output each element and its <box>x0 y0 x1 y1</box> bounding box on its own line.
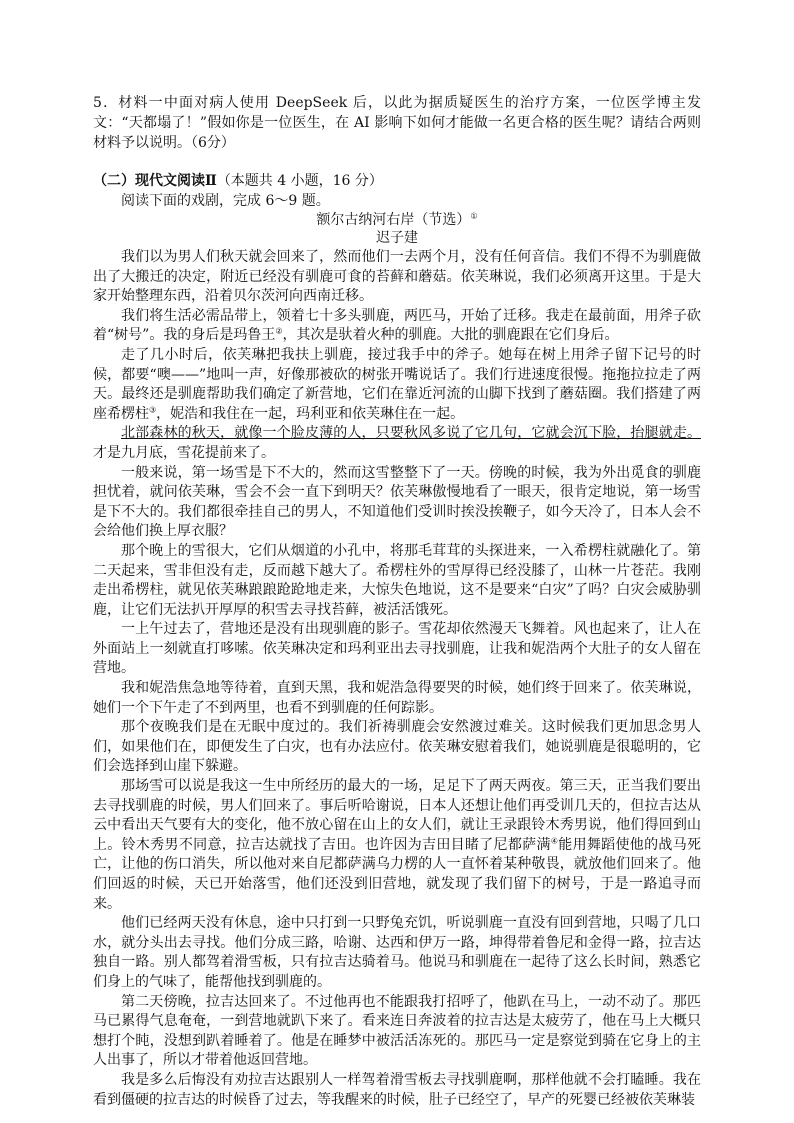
footnote-mark: ④ <box>550 836 559 846</box>
footnote-mark: ② <box>275 326 283 336</box>
paragraph: 一般来说，第一场雪是下不大的，然而这雪整整下了一天。傍晚的时候，我为外出觅食的驯鹿担忧着，就问依芙琳，雪会不会一直下到明天？依芙琳傲慢地看了一眼天，很肯定地说，第一场雪是下不大的。我们都很牵挂自己的男人，不知道他们受训时挨没挨鞭子，如今天冷了，日本人会不会给他们换上厚衣服？ <box>93 464 701 540</box>
paragraph-text: 能用舞蹈使他的战马死亡，让他的伤口消失，所以他对来自尼都萨满乌力楞的人一直怀着某种敬畏，就放他们回来了。他们回返的时候，天已开始落雪，他们还没到旧营地，就发现了我们留下的树号，于是一路追寻而来。 <box>93 836 702 912</box>
section-title: （二）现代文阅读Ⅱ <box>93 173 217 189</box>
article-author: 迟子建 <box>376 230 418 246</box>
paragraph <box>93 777 701 914</box>
footnote-mark: ① <box>470 211 478 221</box>
paragraph-text: ，妮浩和我住在一起，玛利亚和依芙琳住在一起。 <box>156 405 465 422</box>
paragraph: 一上午过去了，营地还是没有出现驯鹿的影子。雪花却依然漫天飞舞着。风也起来了，让人在外面站上一刻就直打哆嗦。依芙琳决定和玛利亚出去寻找驯鹿，让我和妮浩两个大肚子的女人留在营地。 <box>93 621 701 677</box>
paragraph: 我和妮浩焦急地等待着，直到天黑，我和妮浩急得要哭的时候，她们终于回来了。依芙琳说，她们一个下午走了不到两里，也看不到驯鹿的任何踪影。 <box>93 680 701 716</box>
underlined-sentence: 北部森林的秋天，就像一个脸皮薄的人，只要秋风多说了它几句，它就会沉下脸，抬腿就走。 <box>121 425 701 442</box>
paragraph <box>93 346 701 424</box>
document-content <box>93 93 701 1110</box>
paragraph: 我们以为男人们秋天就会回来了，然而他们一去两个月，没有任何音信。我们不得不为驯鹿做出了大搬迁的决定，附近已经没有驯鹿可食的苔藓和蘑菇。依芙琳说，我们必须离开这里。于是大家开始整理东西，沿着贝尔茨河向西南迁移。 <box>93 249 701 305</box>
paragraph-text: ，其次是驮着火种的驯鹿。大批的驯鹿跟在它们身后。 <box>282 327 619 344</box>
paragraph <box>93 424 701 463</box>
paragraph-text: 走了几小时后，依芙琳把我扶上驯鹿，接过我手中的斧子。她每在树上用斧子留下记号的时候，都要“噢——”地叫一声，好像那被砍的树张开嘴说话了。我们行进速度很慢。拖拖拉拉走了两天。最终还是驯鹿帮助我们确定了新营地，它们在靠近河流的山脚下找到了蘑菇圈。我们搭建了两座希楞柱 <box>93 346 701 422</box>
paragraph: 我是多么后悔没有劝拉吉达跟别人一样驾着滑雪板去寻找驯鹿啊，那样他就不会打瞌睡。我在看到僵硬的拉吉达的时候昏了过去，等我醒来的时候，肚子已经空了，早产的死婴已经被依芙琳装 <box>93 1071 701 1108</box>
paragraph: 那个晚上的雪很大，它们从烟道的小孔中，将那毛茸茸的头探进来，一入希楞柱就融化了。第二天起来，雪非但没有走，反而越下越大了。希楞柱外的雪厚得已经没膝了，山林一片苍茫。我刚走出希楞柱，就见依芙琳踉踉跄跄地走来，大惊失色地说，这不是要来“白灾”了吗？白灾会威胁驯鹿，让它们无法扒开厚厚的积雪去寻找苔藓，被活活饿死。 <box>93 542 701 618</box>
section-heading <box>93 171 701 191</box>
article-title-text: 额尔古纳河右岸（节选） <box>316 212 471 228</box>
footnote-mark: ③ <box>149 405 157 415</box>
paragraph-text: 我们将生活必需品带上，领着七十多头驯鹿，两匹马，开始了迁移。我走在最前面，用斧子砍着“树号”。我的身后是玛鲁王 <box>93 307 701 344</box>
paragraph <box>93 307 701 346</box>
paragraph-text: 才是九月底，雪花提前来了。 <box>93 444 275 461</box>
section-note: （本题共 4 小题，16 分） <box>216 173 383 189</box>
paragraph-text: 那场雪可以说是我这一生中所经历的最大的一场，足足下了两天两夜。第三天，正当我们要出去寻找驯鹿的时候，男人们回来了。事后听哈谢说，日本人还想让他们再受训几天的，但拉吉达从云中看出天气要有大的变化，他不放心留在山上的女人们，就让王录跟铃木秀男说，他们得回到山上。铃木秀男不同意，拉吉达就找了吉田。也许因为吉田目睹了尼都萨满 <box>93 778 701 853</box>
paragraph: 他们已经两天没有休息，途中只打到一只野兔充饥，听说驯鹿一直没有回到营地，只喝了几口水，就分头出去寻找。他们分成三路，哈谢、达西和伊万一路，坤得带着鲁尼和金得一路，拉吉达独自一路。别人都驾着滑雪板，只有拉吉达骑着马。他说马和驯鹿在一起待了这么长时间，熟悉它们身上的气味了，能帮他找到驯鹿的。 <box>93 915 701 990</box>
paragraph: 第二天傍晚，拉吉达回来了。不过他再也不能跟我打招呼了，他趴在马上，一动不动了。那匹马已累得气息奄奄，一到营地就趴下来了。看来连日奔波着的拉吉达是太疲劳了，他在马上大概只想打个盹，没想到趴着睡着了。他是在睡梦中被活活冻死的。那匹马一定是察觉到骑在它身上的主人出事了，所以才带着他返回营地。 <box>93 993 701 1069</box>
question-5: 5．材料一中面对病人使用 DeepSeek 后，以此为据质疑医生的治疗方案，一位医学博主发文：“天都塌了！”假如你是一位医生，在 AI 影响下如何才能做一名更合格的医生呢？请结合两则材料予以说明。（6分） <box>93 95 701 151</box>
section-instruction: 阅读下面的戏剧，完成 6～9 题。 <box>121 193 330 209</box>
article-title <box>93 211 701 229</box>
paragraph: 那个夜晚我们是在无眠中度过的。我们祈祷驯鹿会安然渡过难关。这时候我们更加思念男人们，如果他们在，即便发生了白灾，也有办法应付。依芙琳安慰着我们，她说驯鹿是很聪明的，它们会选择到山崖下躲避。 <box>93 719 701 775</box>
